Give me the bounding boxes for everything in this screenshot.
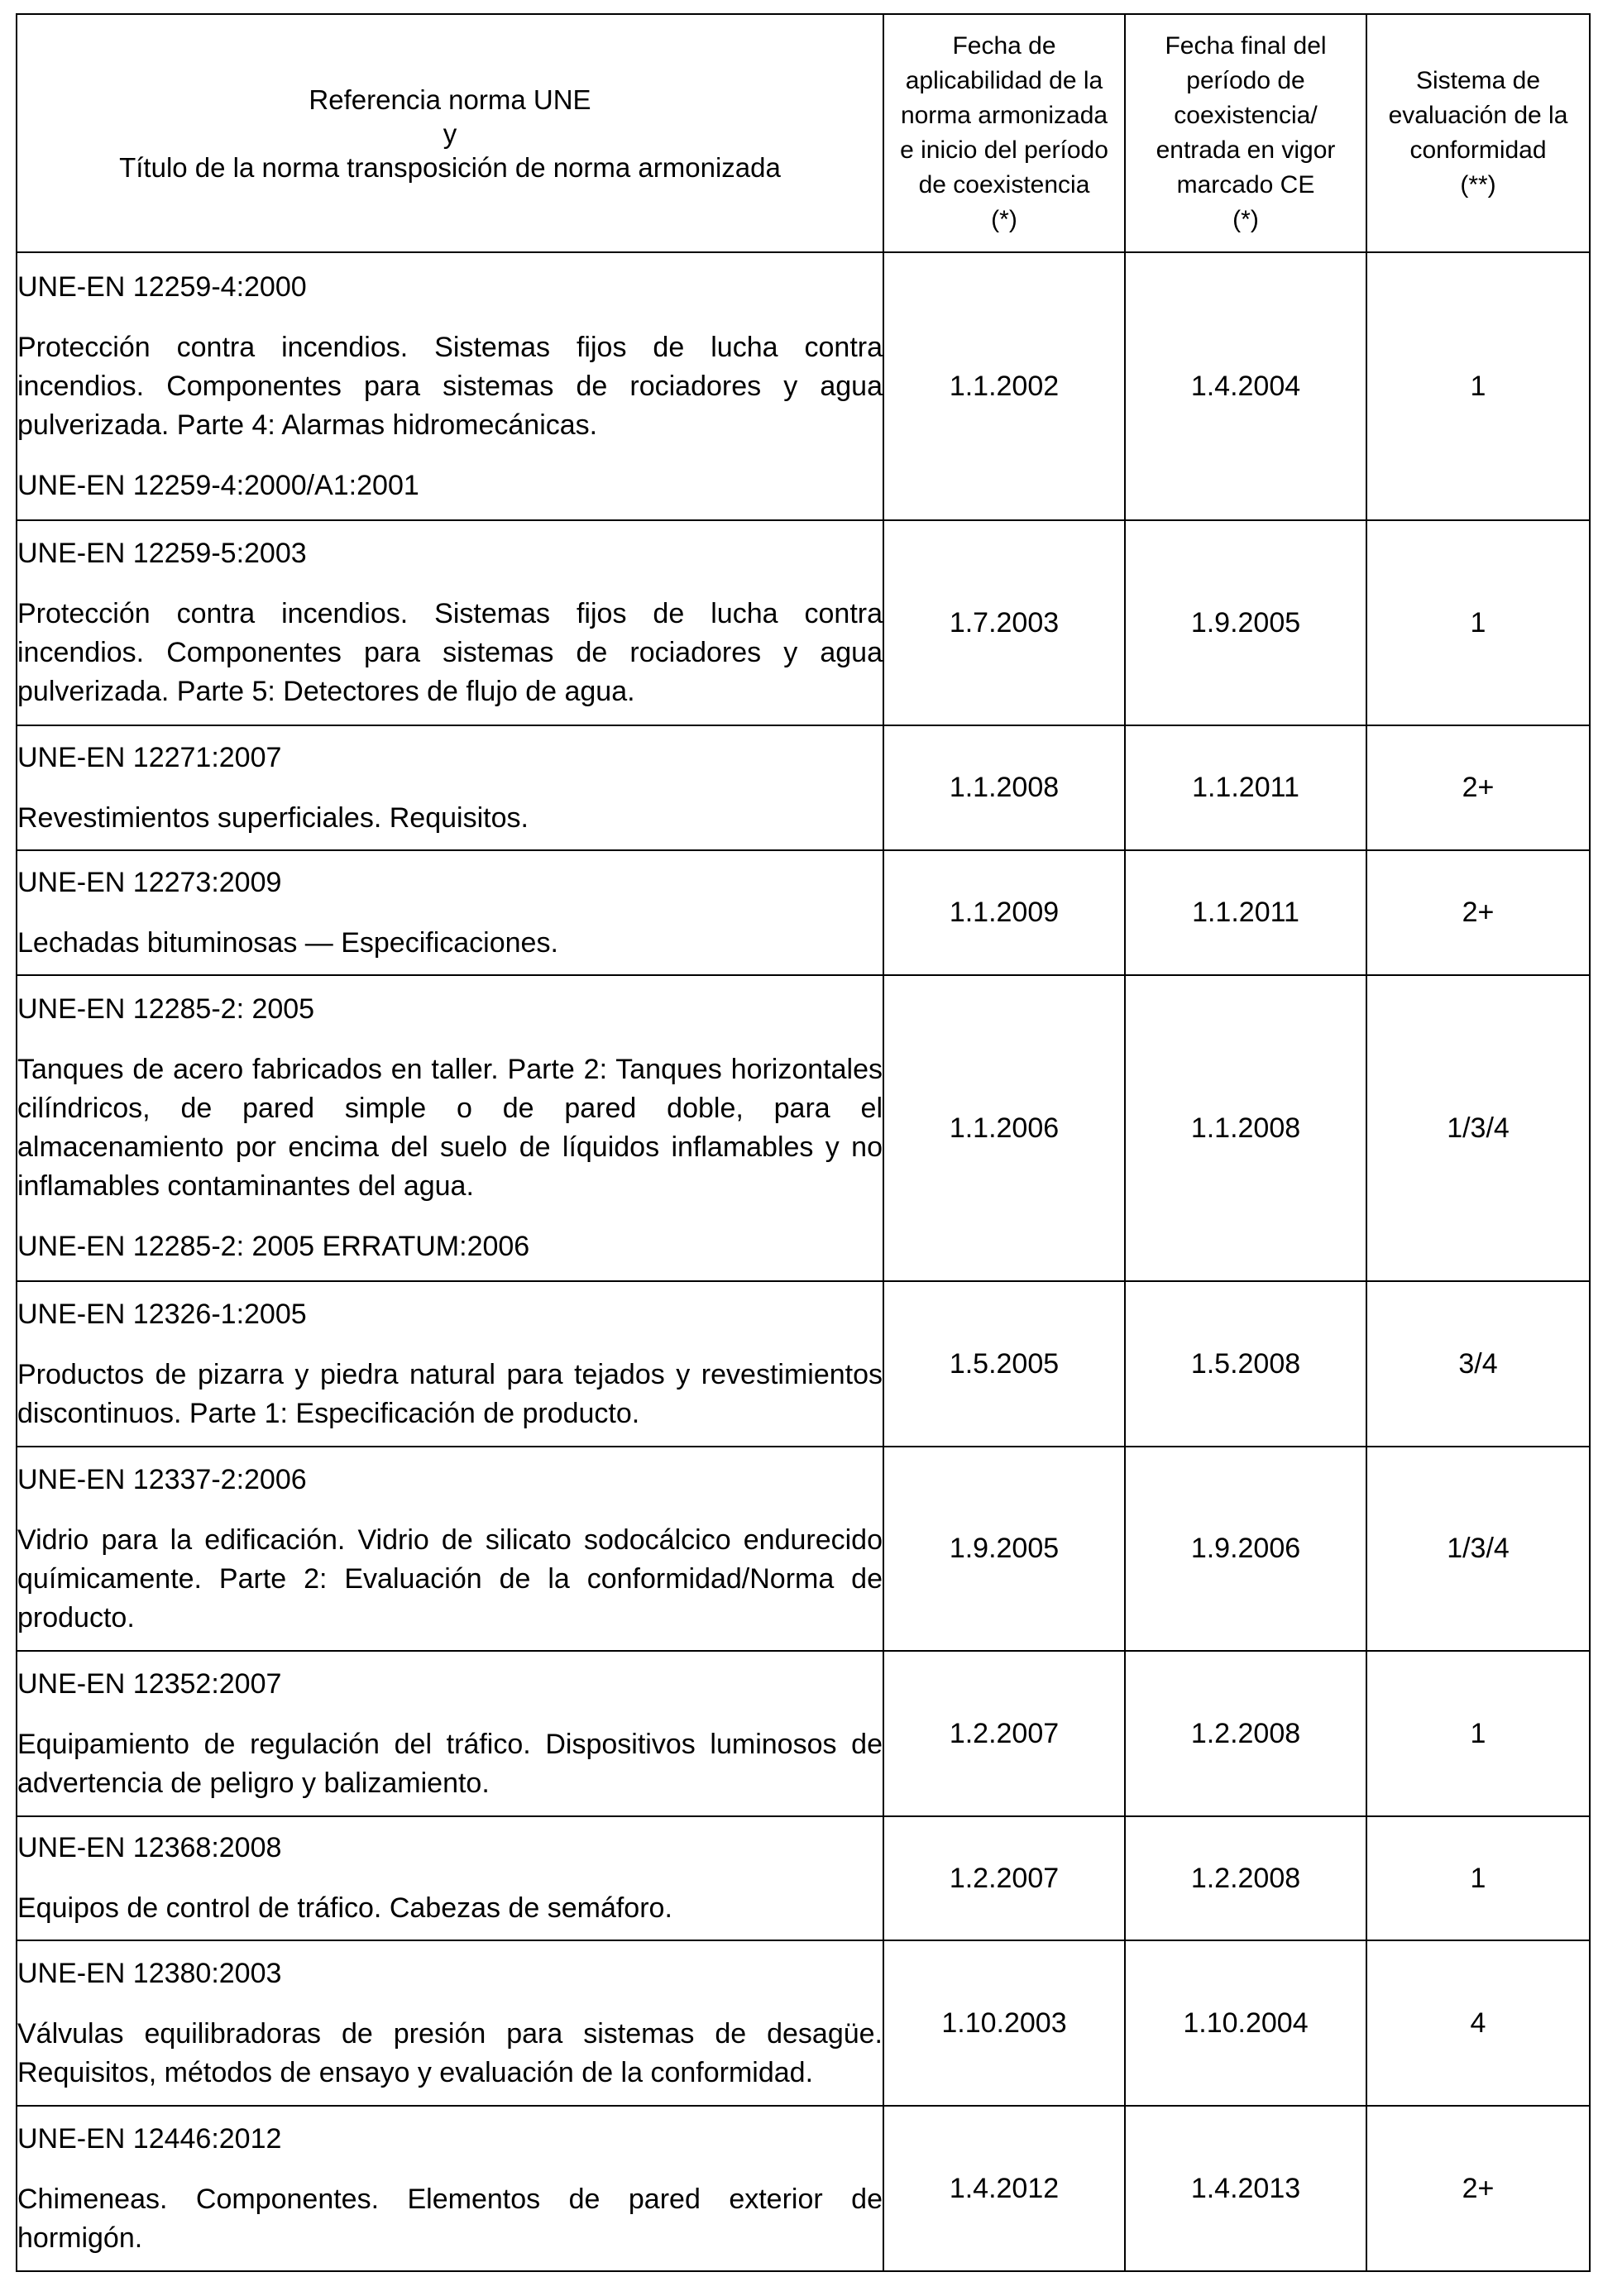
date-end-cell: 1.9.2006 — [1125, 1447, 1366, 1651]
norm-code: UNE-EN 12326-1:2005 — [17, 1298, 307, 1330]
date-start-cell: 1.9.2005 — [883, 1447, 1125, 1651]
norm-code: UNE-EN 12446:2012 — [17, 2122, 282, 2155]
header-date-end — [1125, 14, 1366, 252]
table-row — [17, 1281, 1590, 1447]
header-date-end-line: (*) — [1232, 206, 1259, 233]
reference-cell — [17, 1816, 883, 1940]
norm-title: Chimeneas. Componentes. Elementos de pared exterior de hormigón. — [17, 2183, 883, 2254]
reference-cell — [17, 252, 883, 520]
norm-code: UNE-EN 12273:2009 — [17, 866, 282, 898]
header-date-start-line: e inicio del período — [900, 136, 1108, 164]
header-reference-line: Título de la norma transposición de norma armonizada — [119, 151, 781, 183]
header-system — [1366, 14, 1590, 252]
reference-cell — [17, 1940, 883, 2106]
table-row — [17, 725, 1590, 850]
date-end-cell: 1.9.2005 — [1125, 520, 1366, 725]
norm-code: UNE-EN 12380:2003 — [17, 1957, 282, 1989]
header-reference-line: Referencia norma UNE — [309, 84, 591, 115]
date-end-cell: 1.5.2008 — [1125, 1281, 1366, 1447]
table-row — [17, 975, 1590, 1281]
date-end-cell: 1.1.2011 — [1125, 725, 1366, 850]
norm-title: Equipamiento de regulación del tráfico. Dispositivos luminosos de advertencia de peligro y balizamiento. — [17, 1728, 883, 1799]
system-cell: 2+ — [1366, 850, 1590, 975]
norm-code: UNE-EN 12352:2007 — [17, 1667, 282, 1700]
system-cell: 3/4 — [1366, 1281, 1590, 1447]
norm-title: Protección contra incendios. Sistemas fijos de lucha contra incendios. Componentes para sistemas de rociadores y agua pulverizada. Parte 4: Alarmas hidromecánicas. — [17, 331, 883, 441]
norm-title: Productos de pizarra y piedra natural para tejados y revestimientos discontinuos. Parte 1: Especificación de producto. — [17, 1358, 883, 1429]
date-start-cell: 1.2.2007 — [883, 1816, 1125, 1940]
norm-title: Lechadas bituminosas — Especificaciones. — [17, 926, 558, 959]
header-system-line: conformidad — [1409, 136, 1547, 164]
norm-extra-code: UNE-EN 12285-2: 2005 ERRATUM:2006 — [17, 1231, 530, 1262]
header-date-start-line: aplicabilidad de la — [905, 67, 1103, 94]
date-start-cell: 1.1.2002 — [883, 252, 1125, 520]
system-cell: 1 — [1366, 1816, 1590, 1940]
header-date-start-line: Fecha de — [952, 32, 1056, 60]
reference-cell — [17, 975, 883, 1281]
date-end-cell: 1.4.2013 — [1125, 2106, 1366, 2271]
table-body — [17, 252, 1590, 2271]
header-date-end-line: período de — [1186, 67, 1305, 94]
date-start-cell: 1.2.2007 — [883, 1651, 1125, 1816]
date-start-cell: 1.1.2006 — [883, 975, 1125, 1281]
header-date-start-line: de coexistencia — [918, 171, 1090, 199]
table-row — [17, 2106, 1590, 2271]
table-row — [17, 1816, 1590, 1940]
header-date-start-line: (*) — [991, 206, 1017, 233]
table-row — [17, 252, 1590, 520]
norm-title: Vidrio para la edificación. Vidrio de silicato sodocálcico endurecido químicamente. Parte 2: Evaluación de la conformidad/Norma de producto. — [17, 1523, 883, 1634]
header-date-start — [883, 14, 1125, 252]
system-cell: 2+ — [1366, 2106, 1590, 2271]
date-end-cell: 1.10.2004 — [1125, 1940, 1366, 2106]
norm-code: UNE-EN 12368:2008 — [17, 1832, 282, 1863]
header-reference-line: y — [443, 117, 457, 149]
norm-code: UNE-EN 12259-5:2003 — [17, 538, 307, 569]
norm-code: UNE-EN 12271:2007 — [17, 741, 282, 773]
norm-code: UNE-EN 12285-2: 2005 — [17, 993, 315, 1025]
norm-title: Válvulas equilibradoras de presión para sistemas de desagüe. Requisitos, métodos de ensayo y evaluación de la conformidad. — [17, 2017, 883, 2088]
header-system-line: evaluación de la — [1388, 102, 1568, 129]
norm-title: Revestimientos superficiales. Requisitos. — [17, 801, 529, 834]
norm-title: Tanques de acero fabricados en taller. Parte 2: Tanques horizontales cilíndricos, de pared simple o de pared doble, para el almacenamiento por encima del suelo de líquidos inflamables y no inflamables contaminantes del agua. — [17, 1054, 883, 1202]
header-date-end-line: Fecha final del — [1165, 32, 1327, 60]
system-cell: 1 — [1366, 252, 1590, 520]
norm-title: Protección contra incendios. Sistemas fijos de lucha contra incendios. Componentes para sistemas de rociadores y agua pulverizada. Parte 5: Detectores de flujo de agua. — [17, 598, 883, 707]
reference-cell — [17, 1447, 883, 1651]
date-end-cell: 1.4.2004 — [1125, 252, 1366, 520]
norm-code: UNE-EN 12259-4:2000 — [17, 270, 307, 303]
norm-extra-code: UNE-EN 12259-4:2000/A1:2001 — [17, 469, 419, 501]
date-start-cell: 1.5.2005 — [883, 1281, 1125, 1447]
reference-cell — [17, 1651, 883, 1816]
header-date-start-line: norma armonizada — [900, 102, 1108, 129]
header-reference — [17, 14, 883, 252]
date-start-cell: 1.10.2003 — [883, 1940, 1125, 2106]
header-date-end-line: marcado CE — [1176, 171, 1315, 199]
reference-cell — [17, 2106, 883, 2271]
date-start-cell: 1.4.2012 — [883, 2106, 1125, 2271]
date-start-cell: 1.7.2003 — [883, 520, 1125, 725]
date-end-cell: 1.2.2008 — [1125, 1816, 1366, 1940]
reference-cell — [17, 725, 883, 850]
table-row — [17, 1447, 1590, 1651]
table-row — [17, 1651, 1590, 1816]
header-date-end-line: entrada en vigor — [1156, 136, 1336, 164]
system-cell: 1/3/4 — [1366, 1447, 1590, 1651]
table-row — [17, 850, 1590, 975]
reference-cell — [17, 850, 883, 975]
header-row — [17, 14, 1590, 252]
reference-cell — [17, 1281, 883, 1447]
date-start-cell: 1.1.2008 — [883, 725, 1125, 850]
table-row — [17, 1940, 1590, 2106]
date-end-cell: 1.1.2008 — [1125, 975, 1366, 1281]
table-row — [17, 520, 1590, 725]
reference-cell — [17, 520, 883, 725]
system-cell: 4 — [1366, 1940, 1590, 2106]
system-cell: 1 — [1366, 520, 1590, 725]
date-end-cell: 1.2.2008 — [1125, 1651, 1366, 1816]
header-system-line: (**) — [1460, 171, 1496, 199]
system-cell: 2+ — [1366, 725, 1590, 850]
table-header — [17, 14, 1590, 252]
system-cell: 1/3/4 — [1366, 975, 1590, 1281]
norm-title: Equipos de control de tráfico. Cabezas de semáforo. — [17, 1892, 672, 1924]
date-start-cell: 1.1.2009 — [883, 850, 1125, 975]
norms-table — [16, 13, 1591, 2272]
norm-code: UNE-EN 12337-2:2006 — [17, 1463, 307, 1495]
header-system-line: Sistema de — [1415, 67, 1541, 94]
header-date-end-line: coexistencia/ — [1174, 102, 1318, 129]
system-cell: 1 — [1366, 1651, 1590, 1816]
date-end-cell: 1.1.2011 — [1125, 850, 1366, 975]
